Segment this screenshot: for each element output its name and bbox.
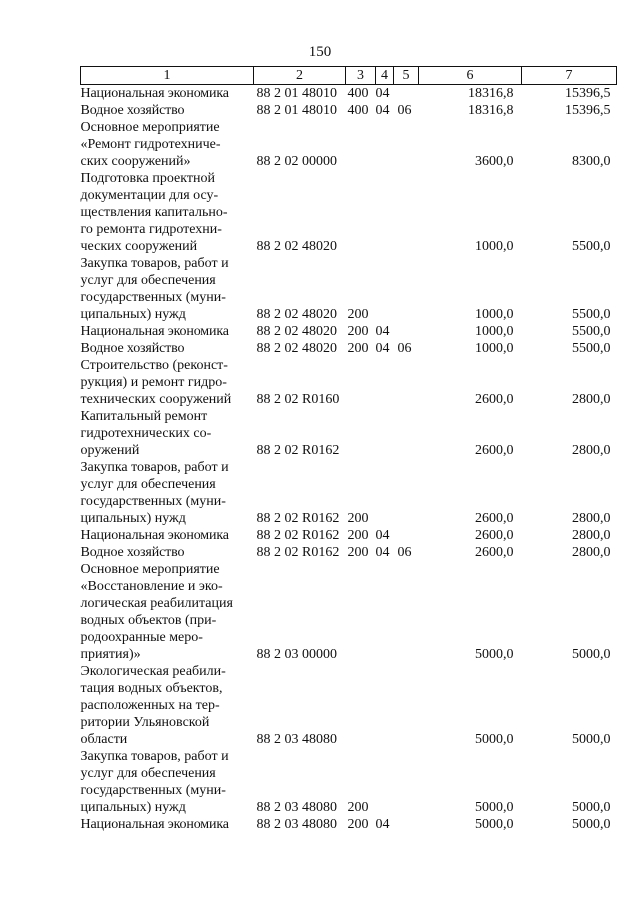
row-subsection [394, 357, 419, 408]
row-name [81, 255, 254, 323]
row-name-line: Национальная экономика [80, 324, 229, 339]
row-value-col7: 2800,0 [572, 528, 611, 543]
table-row [81, 561, 617, 663]
table-row [81, 816, 617, 833]
row-value-col7: 5000,0 [572, 800, 611, 815]
row-name [81, 357, 254, 408]
row-section: 04 [375, 545, 390, 560]
row-value-col6: 1000,0 [475, 307, 514, 322]
row-code: 88 2 01 48010 [256, 103, 337, 118]
row-name [81, 459, 254, 527]
table-row [81, 663, 617, 748]
row-name [81, 748, 254, 816]
row-name [81, 561, 254, 663]
row-section [376, 663, 394, 748]
column-header-7: 7 [522, 67, 617, 85]
row-section [376, 119, 394, 170]
row-expense-type [346, 170, 376, 255]
row-name-line: Водное хозяйство [80, 545, 185, 560]
row-value-col6: 2600,0 [475, 545, 514, 560]
row-name-line: услуг для обеспечения [80, 477, 216, 492]
row-code: 88 2 02 48020 [256, 324, 337, 339]
row-name-line: документации для осу- [80, 188, 219, 203]
row-name-line: тация водных объектов, [80, 681, 223, 696]
row-name-line: Водное хозяйство [80, 341, 185, 356]
row-subsection [394, 527, 419, 544]
table-row [81, 85, 617, 103]
row-value-col7: 2800,0 [572, 545, 611, 560]
row-name [81, 527, 254, 544]
row-value-col6: 5000,0 [475, 647, 514, 662]
row-name-line: Закупка товаров, работ и [80, 749, 229, 764]
table-row [81, 170, 617, 255]
row-name [81, 544, 254, 561]
row-section: 04 [375, 341, 390, 356]
row-value-col6: 18316,8 [468, 103, 514, 118]
row-expense-type [346, 357, 376, 408]
row-name-line: Национальная экономика [80, 528, 229, 543]
row-value-col6: 2600,0 [475, 528, 514, 543]
row-value-col7: 5500,0 [572, 341, 611, 356]
table-row [81, 408, 617, 459]
row-section [376, 459, 394, 527]
row-name-line: ципальных) нужд [80, 307, 186, 322]
row-subsection [394, 459, 419, 527]
row-name [81, 323, 254, 340]
row-name-line: Закупка товаров, работ и [80, 256, 229, 271]
row-value-col6: 2600,0 [475, 511, 514, 526]
row-name-line: Закупка товаров, работ и [80, 460, 229, 475]
row-subsection: 06 [397, 341, 412, 356]
row-subsection [394, 255, 419, 323]
row-name-line: го ремонта гидротехни- [80, 222, 222, 237]
row-name-line: рукция) и ремонт гидро- [80, 375, 227, 390]
row-expense-type: 200 [347, 307, 369, 322]
column-header-2: 2 [254, 67, 346, 85]
table-row [81, 357, 617, 408]
row-code: 88 2 01 48010 [256, 86, 337, 101]
row-code: 88 2 02 R0162 [256, 545, 340, 560]
row-name-line: Основное мероприятие [80, 562, 220, 577]
table-row [81, 340, 617, 357]
row-code: 88 2 02 R0160 [256, 392, 340, 407]
table-row [81, 748, 617, 816]
row-value-col7: 2800,0 [572, 443, 611, 458]
table-row [81, 544, 617, 561]
row-subsection: 06 [397, 103, 412, 118]
row-value-col6: 2600,0 [475, 392, 514, 407]
row-expense-type [346, 408, 376, 459]
page-number: 150 [308, 44, 332, 60]
row-expense-type: 400 [347, 86, 369, 101]
row-code: 88 2 02 R0162 [256, 528, 340, 543]
row-value-col6: 5000,0 [475, 817, 514, 832]
row-section: 04 [375, 86, 390, 101]
row-name-line: государственных (муни- [80, 494, 226, 509]
row-section [376, 357, 394, 408]
row-subsection [394, 663, 419, 748]
row-name-line: ципальных) нужд [80, 800, 186, 815]
row-name-line: технических сооружений [80, 392, 232, 407]
table-row [81, 323, 617, 340]
row-name-line: Экологическая реабили- [80, 664, 226, 679]
table-row [81, 459, 617, 527]
column-header-1: 1 [81, 67, 254, 85]
row-expense-type: 400 [347, 103, 369, 118]
row-name-line: ществления капитально- [80, 205, 228, 220]
row-subsection [394, 561, 419, 663]
row-value-col6: 1000,0 [475, 341, 514, 356]
row-subsection [394, 119, 419, 170]
table-header-row [81, 67, 617, 85]
row-value-col7: 5500,0 [572, 307, 611, 322]
column-header-3: 3 [346, 67, 376, 85]
row-section [376, 170, 394, 255]
row-expense-type: 200 [347, 511, 369, 526]
table-row [81, 527, 617, 544]
table-body [81, 85, 617, 834]
row-value-col6: 1000,0 [475, 324, 514, 339]
row-section [376, 408, 394, 459]
row-code: 88 2 03 48080 [256, 800, 337, 815]
row-value-col7: 5000,0 [572, 647, 611, 662]
row-name-line: Подготовка проектной [80, 171, 215, 186]
row-name-line: Водное хозяйство [80, 103, 185, 118]
table-row [81, 119, 617, 170]
row-code: 88 2 03 48080 [256, 732, 337, 747]
column-header-6: 6 [419, 67, 522, 85]
row-value-col7: 8300,0 [572, 154, 611, 169]
row-code: 88 2 03 48080 [256, 817, 337, 832]
row-value-col7: 5500,0 [572, 324, 611, 339]
row-value-col7: 15396,5 [565, 86, 611, 101]
row-value-col6: 18316,8 [468, 86, 514, 101]
row-name [81, 85, 254, 103]
row-name-line: Капитальный ремонт [80, 409, 208, 424]
row-code: 88 2 02 48020 [256, 307, 337, 322]
row-expense-type: 200 [347, 817, 369, 832]
row-name-line: «Ремонт гидротехниче- [80, 137, 221, 152]
row-name-line: приятия)» [80, 647, 141, 662]
row-name-line: родоохранные меро- [80, 630, 203, 645]
row-value-col7: 5000,0 [572, 732, 611, 747]
row-value-col6: 1000,0 [475, 239, 514, 254]
row-name-line: логическая реабилитация [80, 596, 233, 611]
row-subsection [394, 748, 419, 816]
row-name [81, 663, 254, 748]
row-name [81, 170, 254, 255]
row-value-col7: 2800,0 [572, 511, 611, 526]
row-code: 88 2 02 48020 [256, 239, 337, 254]
row-name [81, 119, 254, 170]
row-subsection [394, 85, 419, 103]
row-name-line: оружений [80, 443, 140, 458]
row-name [81, 340, 254, 357]
row-name-line: Национальная экономика [80, 817, 229, 832]
row-name [81, 816, 254, 833]
row-section [376, 561, 394, 663]
row-expense-type [346, 561, 376, 663]
row-name-line: государственных (муни- [80, 783, 226, 798]
row-value-col7: 15396,5 [565, 103, 611, 118]
row-subsection [394, 816, 419, 833]
row-expense-type [346, 119, 376, 170]
row-expense-type [346, 663, 376, 748]
row-expense-type: 200 [347, 800, 369, 815]
row-code: 88 2 02 00000 [256, 154, 337, 169]
row-subsection [394, 323, 419, 340]
row-code: 88 2 03 00000 [256, 647, 337, 662]
row-section: 04 [375, 103, 390, 118]
row-expense-type: 200 [347, 545, 369, 560]
row-expense-type: 200 [347, 341, 369, 356]
row-name-line: государственных (муни- [80, 290, 226, 305]
row-name-line: услуг для обеспечения [80, 273, 216, 288]
row-code: 88 2 02 R0162 [256, 511, 340, 526]
row-name-line: области [80, 732, 128, 747]
row-expense-type: 200 [347, 324, 369, 339]
row-value-col6: 5000,0 [475, 800, 514, 815]
row-section: 04 [375, 324, 390, 339]
row-expense-type: 200 [347, 528, 369, 543]
table-row [81, 102, 617, 119]
row-subsection: 06 [397, 545, 412, 560]
row-name [81, 102, 254, 119]
row-section [376, 255, 394, 323]
row-name-line: услуг для обеспечения [80, 766, 216, 781]
row-value-col6: 2600,0 [475, 443, 514, 458]
row-value-col6: 5000,0 [475, 732, 514, 747]
row-value-col7: 2800,0 [572, 392, 611, 407]
row-value-col6: 3600,0 [475, 154, 514, 169]
column-header-4: 4 [376, 67, 394, 85]
row-section [376, 748, 394, 816]
row-subsection [394, 408, 419, 459]
row-subsection [394, 170, 419, 255]
row-name-line: ских сооружений» [80, 154, 191, 169]
row-value-col7: 5500,0 [572, 239, 611, 254]
row-name-line: водных объектов (при- [80, 613, 217, 628]
row-name-line: ритории Ульяновской [80, 715, 210, 730]
budget-table [80, 66, 617, 833]
row-name-line: ципальных) нужд [80, 511, 186, 526]
row-code: 88 2 02 R0162 [256, 443, 340, 458]
row-name-line: расположенных на тер- [80, 698, 220, 713]
row-name-line: Основное мероприятие [80, 120, 220, 135]
row-name-line: ческих сооружений [80, 239, 198, 254]
row-section: 04 [375, 817, 390, 832]
table-row [81, 255, 617, 323]
row-value-col7: 5000,0 [572, 817, 611, 832]
column-header-5: 5 [394, 67, 419, 85]
row-code: 88 2 02 48020 [256, 341, 337, 356]
row-name-line: Национальная экономика [80, 86, 229, 101]
row-name-line: «Восстановление и эко- [80, 579, 223, 594]
row-name-line: Строительство (реконст- [80, 358, 228, 373]
row-name [81, 408, 254, 459]
row-name-line: гидротехнических со- [80, 426, 212, 441]
row-section: 04 [375, 528, 390, 543]
